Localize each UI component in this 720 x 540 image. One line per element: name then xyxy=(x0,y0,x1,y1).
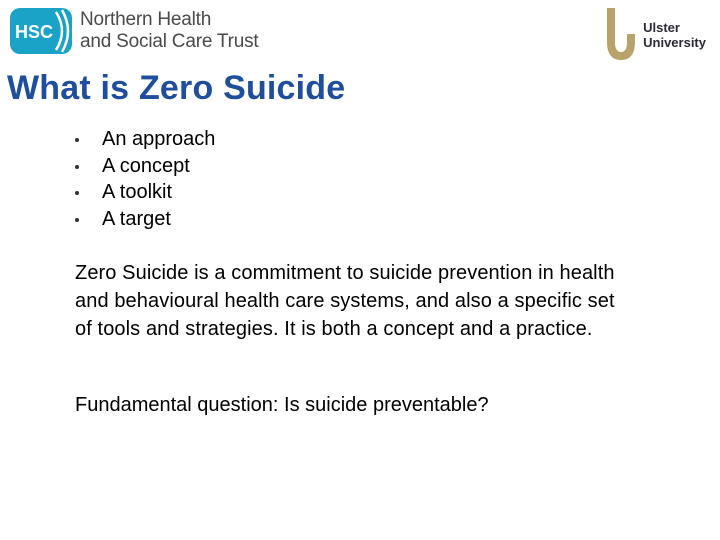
ulster-logo xyxy=(603,6,706,64)
hsc-logo xyxy=(10,8,259,54)
university-line1: Ulster xyxy=(643,20,680,35)
bullet-item xyxy=(75,126,215,153)
bullet-dot-icon xyxy=(75,191,79,195)
bullet-dot-icon xyxy=(75,165,79,169)
bullet-item xyxy=(75,153,215,180)
bullet-text: A target xyxy=(102,207,171,230)
hsc-badge xyxy=(10,8,72,54)
fundamental-question: Fundamental question: Is suicide preventable? xyxy=(75,394,489,416)
trust-name xyxy=(80,9,259,53)
bullet-dot-icon xyxy=(75,218,79,222)
description-paragraph: Zero Suicide is a commitment to suicide prevention in health and behavioural health care systems, and also a specific set of tools and strategies. It is both a concept and a practice. xyxy=(75,262,615,340)
ulster-crest-icon xyxy=(603,6,639,64)
bullet-text: An approach xyxy=(102,128,216,150)
trust-name-line1: Northern Health xyxy=(80,9,212,30)
bullet-item xyxy=(75,206,215,233)
university-name xyxy=(643,20,706,50)
slide-title: What is Zero Suicide xyxy=(7,69,346,107)
bullet-list xyxy=(75,126,215,232)
bullet-item xyxy=(75,179,215,206)
trust-name-line2: and Social Care Trust xyxy=(80,31,259,52)
hsc-badge-graphic xyxy=(10,8,72,54)
university-line2: University xyxy=(643,35,706,50)
hsc-badge-text: HSC xyxy=(15,22,54,42)
bullet-dot-icon xyxy=(75,138,79,142)
bullet-text: A toolkit xyxy=(102,181,173,203)
bullet-text: A concept xyxy=(102,154,190,177)
